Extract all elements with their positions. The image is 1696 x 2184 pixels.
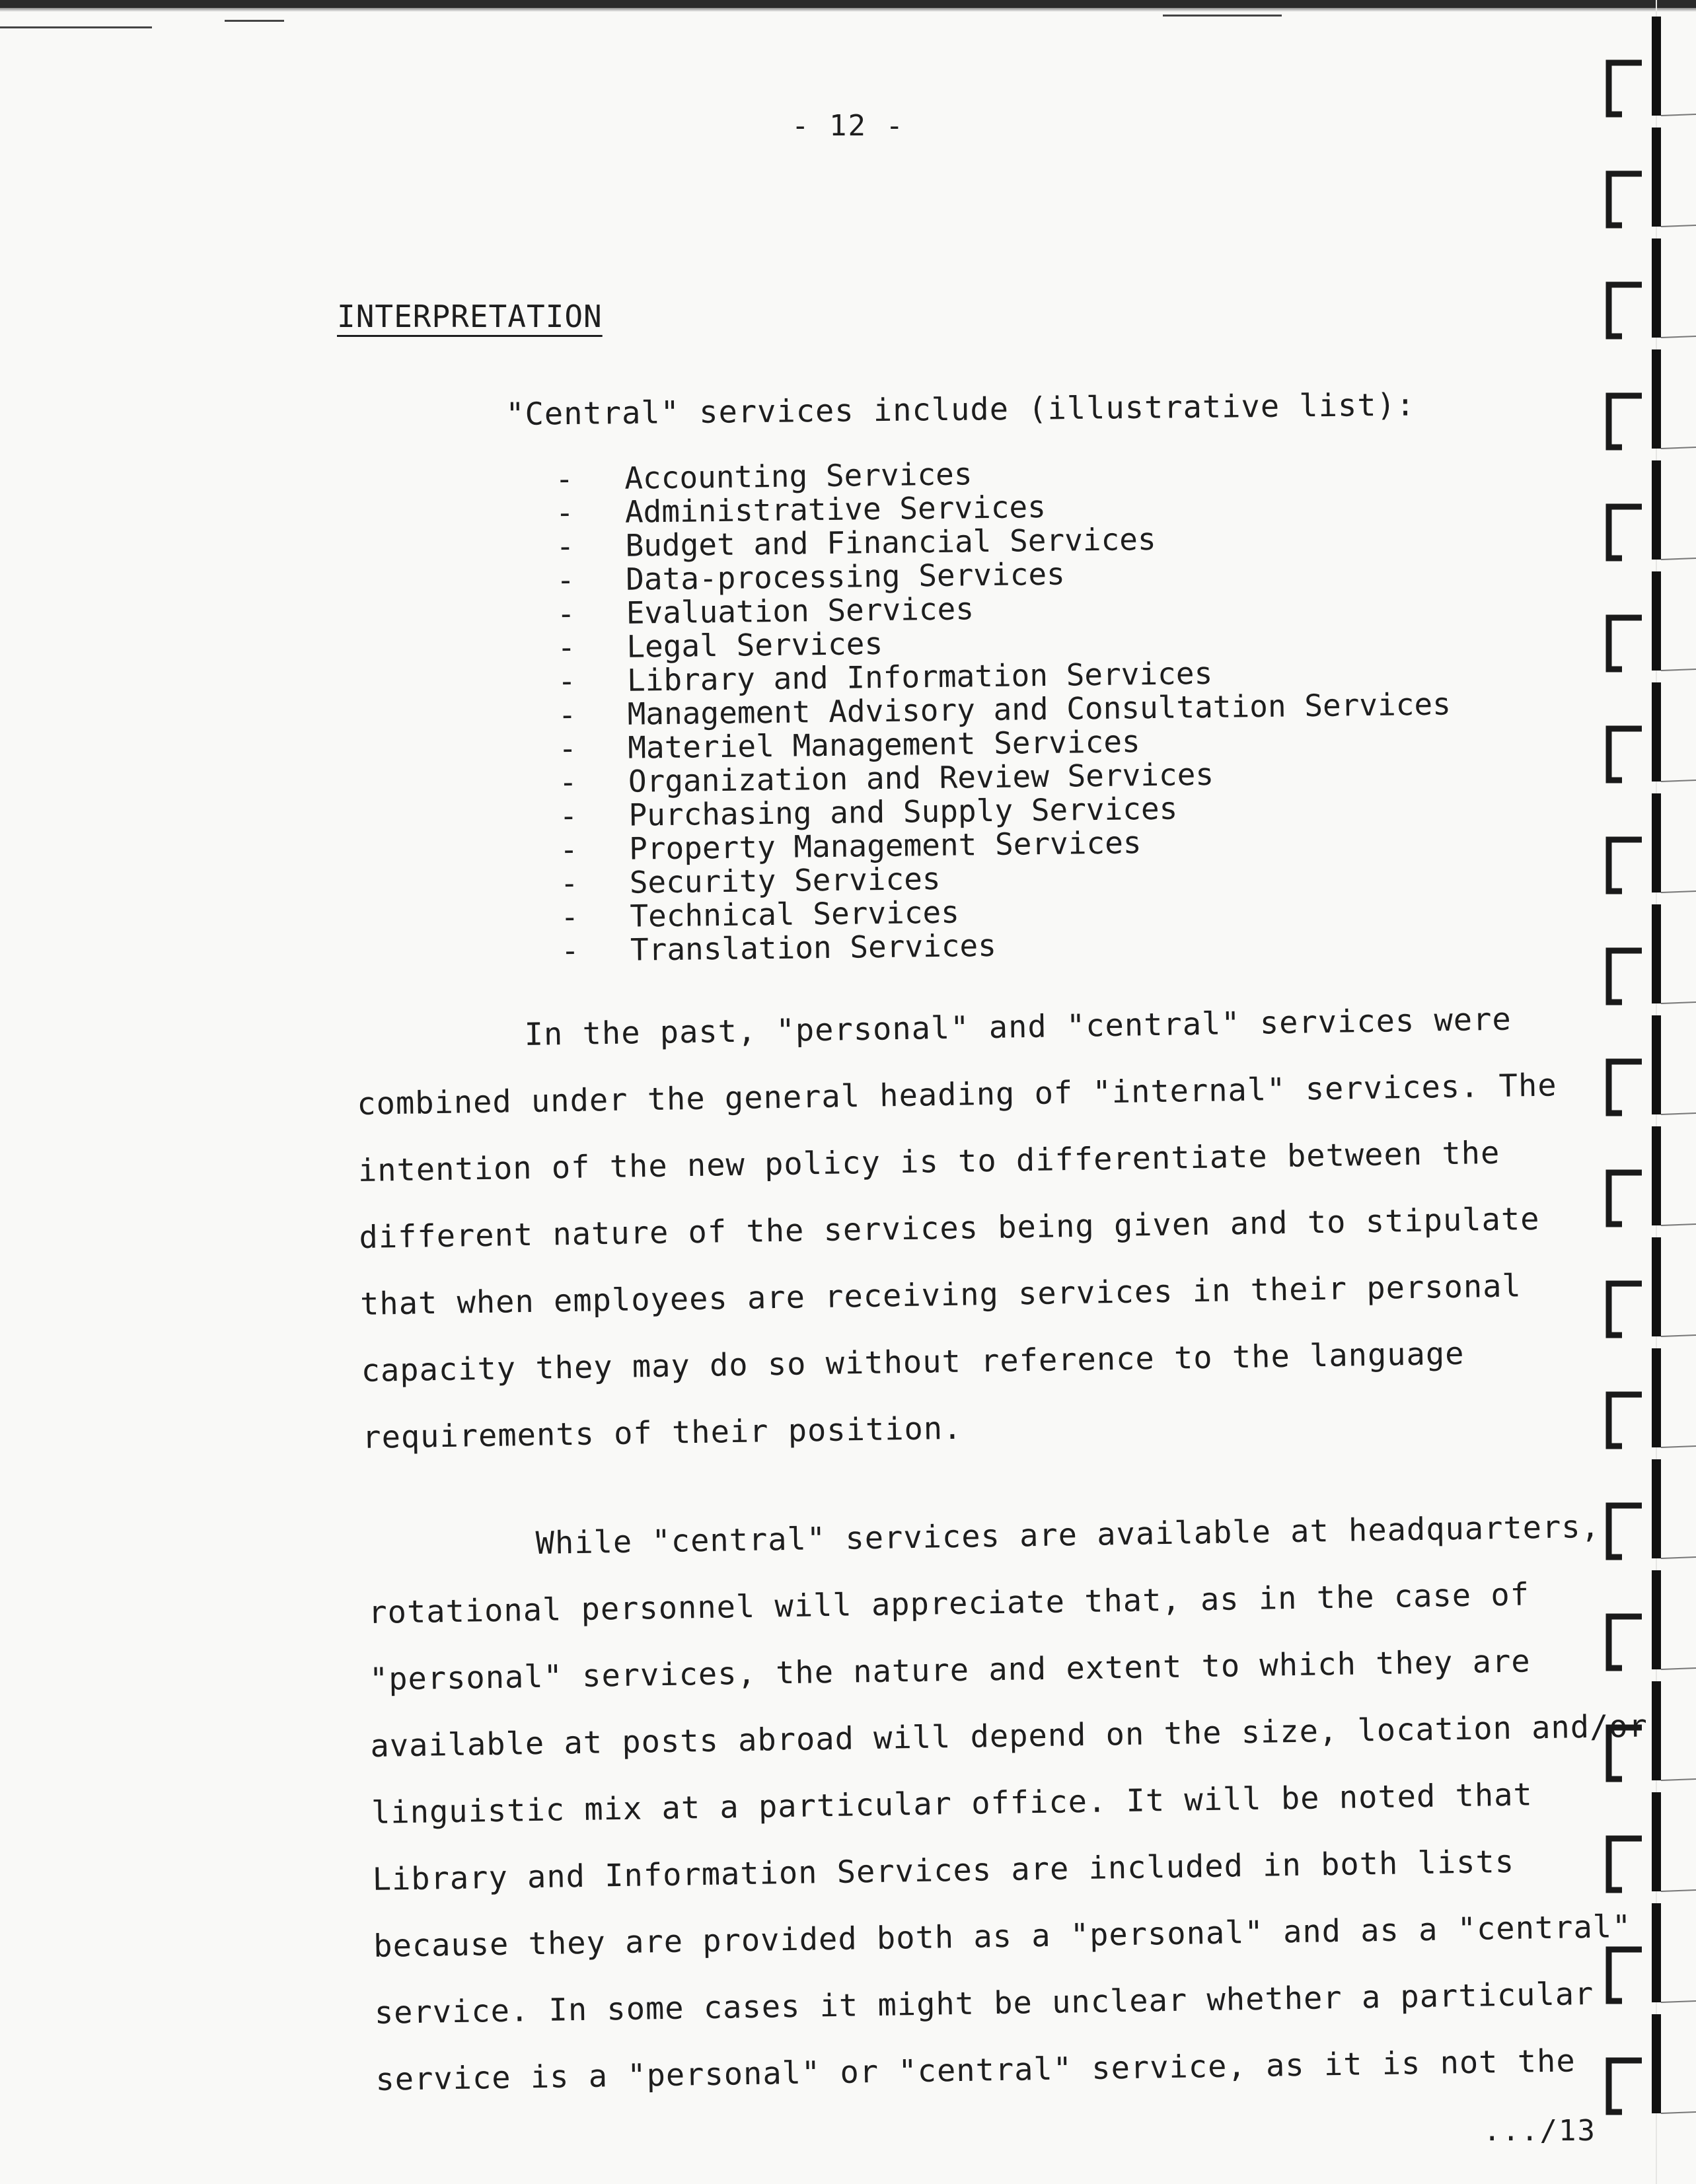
- binding-ring: [1609, 1015, 1696, 1114]
- paragraph-line: linguistic mix at a particular office. It will be noted that: [371, 1776, 1533, 1831]
- service-label: Property Management Services: [628, 824, 1142, 867]
- paragraph-line: intention of the new policy is to differentiate between the: [357, 1134, 1500, 1189]
- service-label: Library and Information Services: [626, 655, 1213, 698]
- binding-ring: [1609, 1570, 1696, 1669]
- paragraph-line: "personal" services, the nature and extent to which they are: [369, 1643, 1531, 1698]
- list-dash: -: [557, 629, 576, 665]
- binding-ring: [1609, 904, 1696, 1003]
- service-label: Translation Services: [630, 927, 997, 968]
- list-dash: -: [560, 932, 580, 968]
- list-dash: -: [558, 696, 577, 733]
- paragraph-2: [367, 1493, 1654, 2113]
- scan-artifact: [225, 20, 284, 22]
- binding-ring: [1609, 127, 1696, 227]
- binding-ring: [1609, 793, 1696, 892]
- service-label: Legal Services: [626, 625, 883, 665]
- service-label: Technical Services: [630, 894, 960, 934]
- section-heading: INTERPRETATION: [337, 299, 603, 334]
- list-intro: "Central" services include (illustrative list):: [505, 386, 1416, 433]
- service-label: Materiel Management Services: [627, 723, 1141, 766]
- scan-edge-shadow: [0, 8, 1696, 12]
- scan-top-edge: [0, 0, 1696, 8]
- binding-ring: [1609, 1237, 1696, 1336]
- paragraph-line: because they are provided both as a "personal" and as a "central": [373, 1909, 1632, 1965]
- service-label: Budget and Financial Services: [625, 521, 1156, 564]
- binding-ring: [1609, 17, 1696, 116]
- list-dash: -: [558, 764, 577, 800]
- list-dash: -: [558, 730, 577, 766]
- binding-ring: [1609, 1903, 1696, 2002]
- binding-ring: [1609, 2014, 1696, 2113]
- list-dash: -: [559, 831, 579, 867]
- list-dash: -: [560, 865, 579, 901]
- spiral-binding: [1596, 0, 1696, 2184]
- paragraph-line: different nature of the services being given and to stipulate: [359, 1200, 1540, 1256]
- paragraph-line: available at posts abroad will depend on the size, location and/or: [370, 1708, 1648, 1765]
- list-dash: -: [555, 494, 574, 530]
- list-dash: -: [556, 528, 575, 564]
- scan-artifact: [1163, 15, 1282, 17]
- binding-ring: [1609, 1459, 1696, 1558]
- service-label: Purchasing and Supply Services: [628, 790, 1178, 833]
- list-dash: -: [559, 797, 578, 834]
- paragraph-line: In the past, "personal" and "central" services were: [524, 1001, 1512, 1053]
- binding-ring: [1609, 238, 1696, 338]
- paragraph-line: Library and Information Services are included in both lists: [372, 1843, 1515, 1898]
- paragraph-line: capacity they may do so without reference to the language: [361, 1335, 1465, 1389]
- binding-ring: [1609, 682, 1696, 782]
- list-dash: -: [554, 460, 574, 497]
- paragraph-line: that when employees are receiving services in their personal: [359, 1268, 1522, 1323]
- page-number: - 12 -: [792, 109, 904, 143]
- binding-ring: [1609, 1348, 1696, 1447]
- paragraph-line: combined under the general heading of "internal" services. The: [356, 1067, 1557, 1122]
- service-label: Data-processing Services: [625, 556, 1066, 597]
- binding-ring: [1609, 1792, 1696, 1891]
- binding-ring: [1609, 1126, 1696, 1225]
- service-label: Management Advisory and Consultation Services: [627, 686, 1452, 732]
- paragraph-line: rotational personnel will appreciate that, as in the case of: [367, 1576, 1530, 1631]
- binding-ring: [1609, 571, 1696, 671]
- service-label: Organization and Review Services: [628, 756, 1214, 799]
- continuation-marker: .../13: [1483, 2114, 1596, 2148]
- service-label: Security Services: [629, 860, 941, 900]
- paragraph-line: requirements of their position.: [361, 1410, 963, 1456]
- list-dash: -: [556, 562, 575, 598]
- service-label: Evaluation Services: [626, 591, 975, 631]
- paragraph-line: While "central" services are available at headquarters,: [535, 1508, 1601, 1562]
- service-label: Accounting Services: [624, 456, 973, 496]
- service-label: Administrative Services: [624, 488, 1047, 530]
- list-dash: -: [560, 898, 579, 935]
- list-dash: -: [557, 663, 577, 699]
- binding-ring: [1609, 1681, 1696, 1780]
- paragraph-line: service is a "personal" or "central" service, as it is not the: [375, 2043, 1576, 2098]
- binding-ring: [1609, 349, 1696, 449]
- paragraph-line: service. In some cases it might be unclear whether a particular: [374, 1975, 1594, 2031]
- scan-artifact: [0, 26, 152, 28]
- list-dash: -: [556, 595, 575, 632]
- paragraph-1: [355, 985, 1563, 1471]
- binding-ring: [1609, 460, 1696, 560]
- services-list: [555, 451, 1454, 967]
